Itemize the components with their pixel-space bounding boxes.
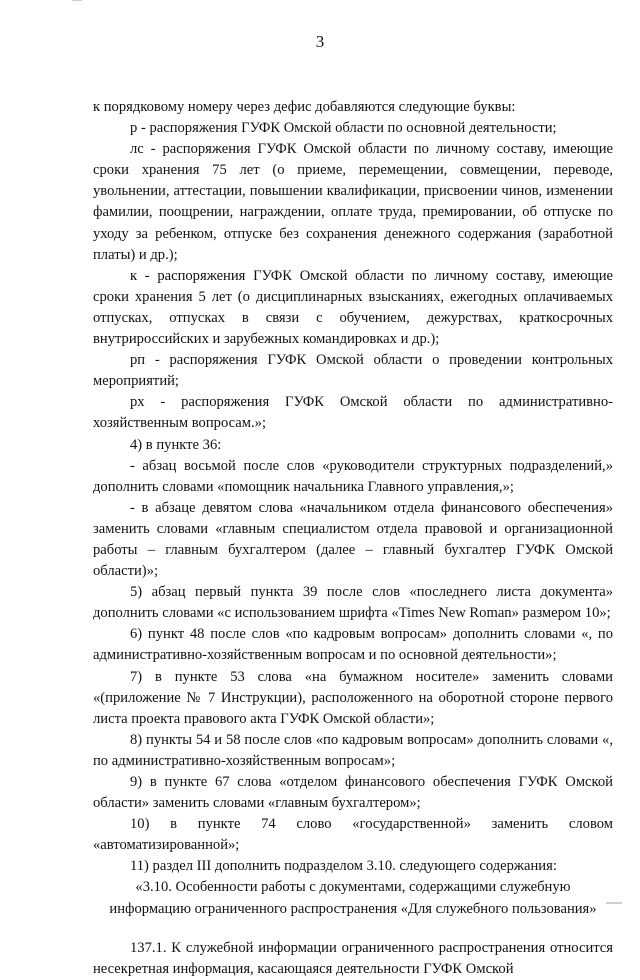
paragraph: 10) в пункте 74 слово «государственной» заменить словом «автоматизированной»; <box>93 816 613 854</box>
paragraph: 5) абзац первый пункта 39 после слов «последнего листа документа» дополнить словами «с использованием шрифта «Times New Roman» размером 10»; <box>93 584 613 622</box>
paragraph: 9) в пункте 67 слова «отделом финансового обеспечения ГУФК Омской области» заменить словами «главным бухгалтером»; <box>93 774 613 812</box>
paragraph: рх - распоряжения ГУФК Омской области по административно-хозяйственным вопросам.»; <box>93 394 613 432</box>
paragraph: 6) пункт 48 после слов «по кадровым вопросам» дополнить словами «, по административно-хозяйственным вопросам и по основной деятельности»; <box>93 626 613 664</box>
paragraph-gap <box>93 920 613 938</box>
paragraph: 11) раздел III дополнить подразделом 3.10. следующего содержания: <box>130 858 557 875</box>
paragraph: 4) в пункте 36: <box>130 436 222 453</box>
paragraph: к - распоряжения ГУФК Омской области по личному составу, имеющие сроки хранения 5 лет (о дисциплинарных взысканиях, ежегодных оплачиваемых отпусках, отпусках в связи с обучением, дежурствах, краткосрочных внутрироссийских и зарубежных командировках и др.); <box>93 267 613 348</box>
paragraph: к порядковому номеру через дефис добавляются следующие буквы: <box>93 99 516 115</box>
paragraph: лс - распоряжения ГУФК Омской области по личному составу, имеющие сроки хранения 75 лет (о приеме, перемещении, совмещении, переводе, увольнении, аттестации, повышении квалификации, присвоении чинов, изменении фамилии, поощрении, награждении, оплате труда, премировании, об отпуске по уходу за ребенком, отпуске без сохранения денежного содержания (заработной платы) и др.); <box>93 141 613 263</box>
paragraph: - в абзаце девятом слова «начальником отдела финансового обеспечения» заменить словами «главным специалистом отдела правовой и организационной работы – главным бухгалтером (далее – главный бухгалтер ГУФК Омской области)»; <box>93 499 613 580</box>
paragraph: 7) в пункте 53 слова «на бумажном носителе» заменить словами «(приложение № 7 Инструкции), расположенного на оборотной стороне первого листа проекта правового акта ГУФК Омской области»; <box>93 668 613 727</box>
document-body <box>93 97 613 980</box>
paragraph: р - распоряжения ГУФК Омской области по основной деятельности; <box>130 120 557 137</box>
scan-mark-top <box>72 0 82 1</box>
subsection-heading: «3.10. Особенности работы с документами, содержащими служебную информацию ограниченного распространения «Для служебного пользования» <box>109 879 597 917</box>
page-number: 3 <box>315 32 325 51</box>
paragraph: - абзац восьмой после слов «руководители структурных подразделений,» дополнить словами «помощник начальника Главного управления,»; <box>93 457 613 495</box>
paragraph: 137.1. К служебной информации ограниченного распространения относится несекретная информация, касающаяся деятельности ГУФК Омской <box>93 939 613 977</box>
paragraph: 8) пункты 54 и 58 после слов «по кадровым вопросам» дополнить словами «, по административно-хозяйственным вопросам»; <box>93 731 613 769</box>
paragraph: рп - распоряжения ГУФК Омской области о проведении контрольных мероприятий; <box>93 352 613 390</box>
